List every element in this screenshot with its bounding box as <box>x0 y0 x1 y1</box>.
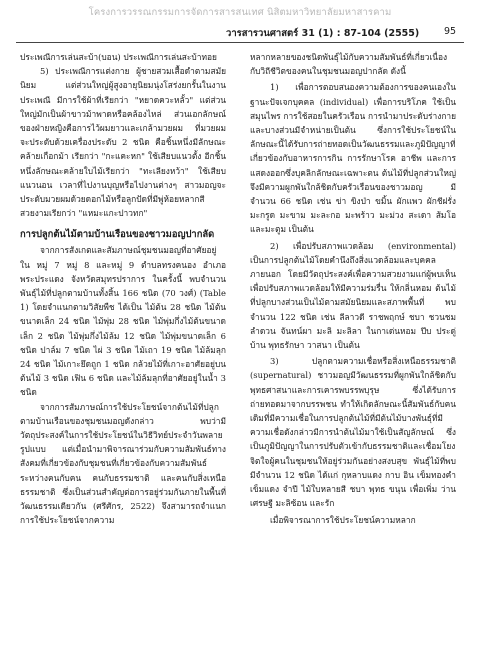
left-column <box>20 50 226 528</box>
list-item-individual: 1) เพื่อการตอบสนองความต้องการของคนเองในฐานะปัจเจกบุคคล (individual) เพื่อการบริโภค ใช้เป็นสมุนไพร การใช้สอยในครัวเรือน การนำมาประดับร่างกาย และบางส่วนมีจำหน่ายเป็นต้น ซึ่งการใช้ประโยชน์ในลักษณะนี้ได้รับการถ่ายทอดเป็นวัฒนธรรมและภูมิปัญญาที่เกี่ยวข้องกับอาหารการกิน การรักษาโรค อาชีพ และการแสดงออกซึ่งบุคลิกลักษณะเฉพาะตน ต้นไม้ที่ปลูกส่วนใหญ่จึงมีความผูกพันใกล้ชิดกับครัวเรือนของชาวมอญ มีจำนวน 66 ชนิด เช่น ข่า ขิงป่า ขมิ้น ผักแพว ผักชีฝรั่ง มะกรูด มะขาม มะละกอ มะพร้าว มะม่วง สะเดา ส้มโอ และมะตูม เป็นต้น <box>250 82 456 235</box>
left-paragraph-1: ประเพณีการเล่นสะบ้า(บอน) ประเพณีการเล่นสะบ้าทอย <box>20 52 217 62</box>
running-header <box>0 26 480 40</box>
page-number: 95 <box>444 26 457 37</box>
list-item-supernatural: 3) ปลูกตามความเชื่อหรือสิ่งเหนือธรรมชาติ (supernatural) ชาวมอญมีวัฒนธรรมที่ผูกพันใกล้ชิดกับพุทธศาสนาและการเคารพบรรพบุรุษ ซึ่งได้รับการถ่ายทอดมาจากบรรพชน ทำให้เกิดลักษณะนี้สัมพันธ์กับคนเดิมที่มีความเชื่อในการปลูกต้นไม้ที่มีต้นไม้บางพันธุ์ที่มีความเชื่อดังกล่าวมีการนำต้นไม้มาใช้เป็นสัญลักษณ์ ซึ่งเป็นภูมิปัญญาในการปรับตัวเข้ากับธรรมชาติและเชื่อมโยงจิตใจผู้คนในชุมชนให้อยู่ร่วมกันอย่างสงบสุข พันธุ์ไม้ที่พบมีจำนวน 12 ชนิด ได้แก่ กุหลาบแดง กาบ อิน เข็มทองคำ เข็มแดง จำปี ไม้ใบหลายสี ชบา พุทธ ขนุน เพื่อเพิ่ม ว่านเศรษฐี มะลิซ้อน และรัก <box>250 356 456 509</box>
list-item-environmental: 2) เพื่อปรับสภาพแวดล้อม (environmental) เป็นการปลูกต้นไม้โดยคำนึงถึงสิ่งแวดล้อมและบุคคลภายนอก โดยมีวัตถุประสงค์เพื่อความสวยงามแก่ผู้พบเห็น เพื่อปรับสภาพแวดล้อมให้มีความร่มรื่น ให้กลิ่นหอม ต้นไม้ที่ปลูกบางส่วนเป็นไม้ตามสมัยนิยมและสภาพพื้นที่ พบจำนวน 122 ชนิด เช่น ลีลาวดี ราชพฤกษ์ ชบา ชวนชม ลำดวน จันทน์ผา มะลิ มะลิลา ในกาเด่นหอม ปีบ ประดู่บ้าน พุทธรักษา วาสนา เป็นต้น <box>250 240 456 351</box>
left-paragraph-interview: จากการสัมภาษณ์การใช้ประโยชน์จากต้นไม้ที่ปลูกตามบ้านเรือนของชุมชนมอญดังกล่าว พบว่ามีวัตถุประสงค์ในการใช้ประโยชน์ในวิธีวิทย์ประจำวันพลายรูปแบบ แต่เมื่อนำมาพิจารณาร่วมกับความสัมพันธ์ทางสังคมที่เกี่ยวข้องกับชุมชนที่เกี่ยวข้องกับความสัมพันธ์ระหว่างคนกับคน คนกับธรรมชาติ และคนกับสิ่งเหนือธรรมชาติ ซึ่งเป็นส่วนสำคัญต่อการอยู่ร่วมกันภายในพื้นที่วัฒนธรรมเดียวกัน (ศรีศักร, 2522) จึงสามารถจำแนกการใช้ประโยชน์จากความ <box>20 401 226 526</box>
journal-citation: วารสารวนศาสตร์ 31 (1) : 87-104 (2555) <box>226 28 420 39</box>
header-watermark: โครงการวรรณกรรมการจัดการสารสนเทศ นิสิตมหาวิทยาลัยมหาสารคาม <box>88 7 392 18</box>
right-paragraph-last: เมื่อพิจารณาการใช้ประโยชน์ความหลาก <box>270 514 416 525</box>
right-column <box>250 50 456 527</box>
right-paragraph-1: หลากหลายของชนิดพันธุ์ไม้กับความสัมพันธ์ที่เกี่ยวเนื่องกับวิถีชีวิตของคนในชุมชนมอญปากลัด ดังนี้ <box>250 52 448 77</box>
left-paragraph-survey: จากการสังเกตและสัมภาษณ์ชุมชนมอญที่อาศัยอยู่ใน หมู่ 7 หมู่ 8 และหมู่ 9 ตำบลทรงคนอง อำเภอพระประแดง จังหวัดสมุทรปราการ ในครั้งนี้ พบจำนวนพันธุ์ไม้ที่ปลูกตามบ้านทั้งสิ้น 166 ชนิด (70 วงศ์) (Table 1) โดยจำแนกตามวิสัยพืช ได้เป็น ไม้ต้น 28 ชนิด ไม้ต้นขนาดเล็ก 24 ชนิด ไม้พุ่ม 28 ชนิด ไม้พุ่มกึ่งไม้ต้นขนาดเล็ก 2 ชนิด ไม้พุ่มกึ่งไม้ล้ม 12 ชนิด ไม้พุ่มขนาดเล็ก 6 ชนิด ปาล์ม 7 ชนิด ไผ่ 3 ชนิด ไม้เถา 19 ชนิด ไม้ล้มลุก 24 ชนิด ไม้เกาะยึดถูก 1 ชนิด กล้วยไม้ที่เกาะอาศัยอยู่บนต้นไม้ 3 ชนิด เฟิน 6 ชนิด และไม้ล้มลุกที่อาศัยอยู่ในน้ำ 3 ชนิด <box>20 245 226 398</box>
section-heading: การปลูกต้นไม้ตามบ้านเรือนของชาวมอญปากลัด <box>20 229 215 241</box>
header-rule <box>16 42 464 43</box>
left-paragraph-costume: 5) ประเพณีการแต่งกาย ผู้ชายสวมเสื้อดำตามสมัยนิยม แต่ส่วนใหญ่ผู้สูงอายุนิยมนุ่งโสร่งยกรั้นในงานประเพณี มีการใช้ผ้าที่เรียกว่า "หยาดควะหลั้ว" แต่ส่วนใหญ่มักเป็นผ้าขาวม้าพาดหรือคล้องไหล่ ส่วนเอกลักษณ์ของฝ่ายหญิงคือการไว้ผมยาวและเกล้ามวยผม ที่มวยผมจะประดับด้วยเครื่องประดับ 2 ชนิด คือชิ้นหนึ่งมีลักษณะคล้ายเกือกม้า เรียกว่า "กะแคะหก" ใช้เสียบแนวตั้ง อีกชิ้นหนึ่งลักษณะคล้ายใบไม้เรียกว่า "ทะเลียงหว้า" ใช้เสียบแนวนอน เวลาที่ไปงานบุญหรือไปงานต่างๆ สาวมอญจะประดับมวยผมด้วยดอกไม้หรือลูกปัดที่มีพู่ห้อยหลากสีสวยงามเรียกว่า "แหมะแกะปาวทก" <box>20 66 226 219</box>
